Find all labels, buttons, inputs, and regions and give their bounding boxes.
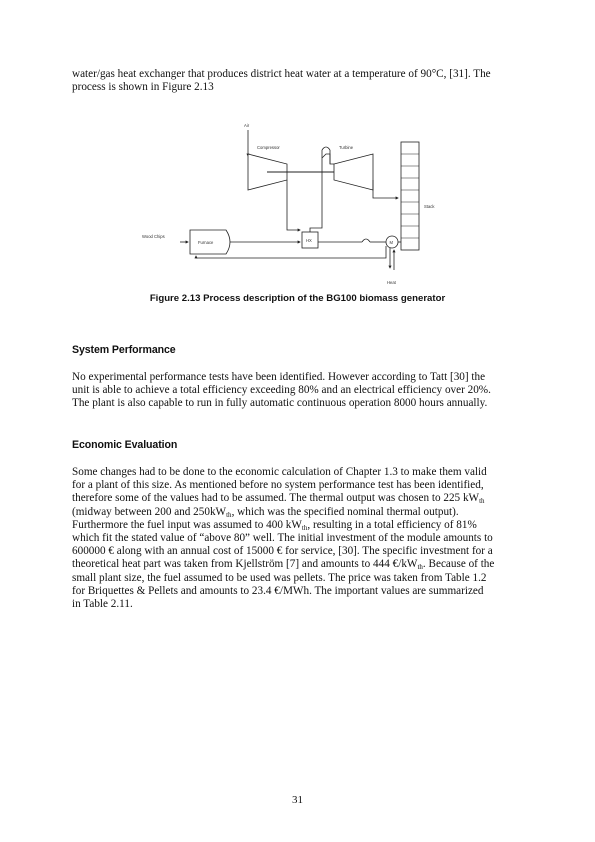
economic-line-4: [72, 506, 523, 519]
crossover-loop: [362, 239, 370, 242]
economic-line-8-text: theoretical heat part was taken from Kjellström [7] and amounts to 444 €/kW: [72, 558, 418, 571]
economic-evaluation-heading: Economic Evaluation: [72, 439, 178, 451]
turbine-inlet-loop: [322, 147, 330, 150]
economic-line-8-sub: th: [417, 563, 423, 572]
figure-caption: Figure 2.13 Process description of the BG100 biomass generator: [149, 293, 446, 304]
economic-line-4-text-b: , which was the specified nominal thermal output).: [231, 505, 459, 518]
system-performance-paragraph: [72, 371, 523, 411]
turbine-shape: [334, 154, 373, 190]
economic-line-5-sub: th: [301, 523, 308, 532]
hx-to-turbine-line: [310, 154, 334, 232]
intro-line-1: water/gas heat exchanger that produces district heat water at a temperature of 90°C, [31]. The: [72, 68, 491, 80]
wood-chips-label: Wood Chips: [142, 234, 165, 239]
compressor-to-hx-line: [287, 180, 300, 230]
economic-line-9: small plant size, the fuel assumed to be used was pellets. The price was taken from Table 1.2: [72, 571, 487, 584]
economic-line-5-text: Furthermore the fuel input was assumed to 400 kW: [72, 518, 302, 531]
system-performance-line-3: The plant is also capable to run in fully automatic continuous operation 8000 hours annually.: [72, 397, 488, 410]
stack-label: Stack: [424, 204, 435, 209]
economic-line-2: for a plant of this size. As mentioned before no system performance test has been identified,: [72, 479, 484, 492]
air-label: Air: [244, 123, 250, 128]
economic-line-3: [72, 492, 523, 505]
economic-line-5: [72, 519, 523, 532]
economic-line-5-text-b: , resulting in a total efficiency of 81%: [307, 518, 477, 531]
intro-paragraph: [72, 68, 523, 94]
economic-line-6: which fit the stated value of “above 80” well. The initial investment of the module amounts to: [72, 532, 493, 545]
turbine-label: Turbine: [339, 145, 354, 150]
economic-line-1: Some changes had to be done to the economic calculation of Chapter 1.3 to make them valid: [72, 466, 487, 478]
economic-line-11: in Table 2.11.: [72, 598, 133, 611]
economic-line-10: for Briquettes & Pellets and amounts to 23.4 €/MWh. The important values are summarized: [72, 584, 484, 597]
page-number: 31: [292, 794, 303, 806]
furnace-label: Furnace: [198, 240, 214, 245]
economic-line-8: [72, 558, 523, 571]
generator-label: M: [389, 240, 393, 245]
system-performance-line-1: No experimental performance tests have been identified. However according to Tatt [30] the: [72, 371, 486, 383]
economic-line-8-text-b: . Because of the: [422, 558, 495, 571]
economic-line-7: 600000 € along with an annual cost of 15000 € for service, [30]. The specific investment for a: [72, 545, 493, 558]
system-performance-line-2: unit is able to achieve a total efficiency exceeding 80% and an electrical efficiency over 20%.: [72, 384, 491, 397]
economic-line-3-text: therefore some of the values had to be assumed. The thermal output was chosen to 225 kW: [72, 492, 480, 505]
economic-line-3-sub: th: [479, 497, 485, 506]
heat-label: Heat: [387, 280, 396, 285]
system-performance-heading: System Performance: [72, 344, 176, 356]
stack-column: [401, 142, 419, 250]
economic-evaluation-paragraph: [72, 466, 523, 611]
turbine-to-stack-line: [373, 180, 398, 198]
economic-line-4-sub: th: [226, 510, 232, 519]
intro-line-2: process is shown in Figure 2.13: [72, 81, 214, 94]
process-diagram: [140, 118, 470, 288]
hx-label: HX: [306, 238, 312, 243]
compressor-label: Compressor: [257, 145, 280, 150]
economic-line-4-text: (midway between 200 and 250kW: [72, 505, 227, 518]
